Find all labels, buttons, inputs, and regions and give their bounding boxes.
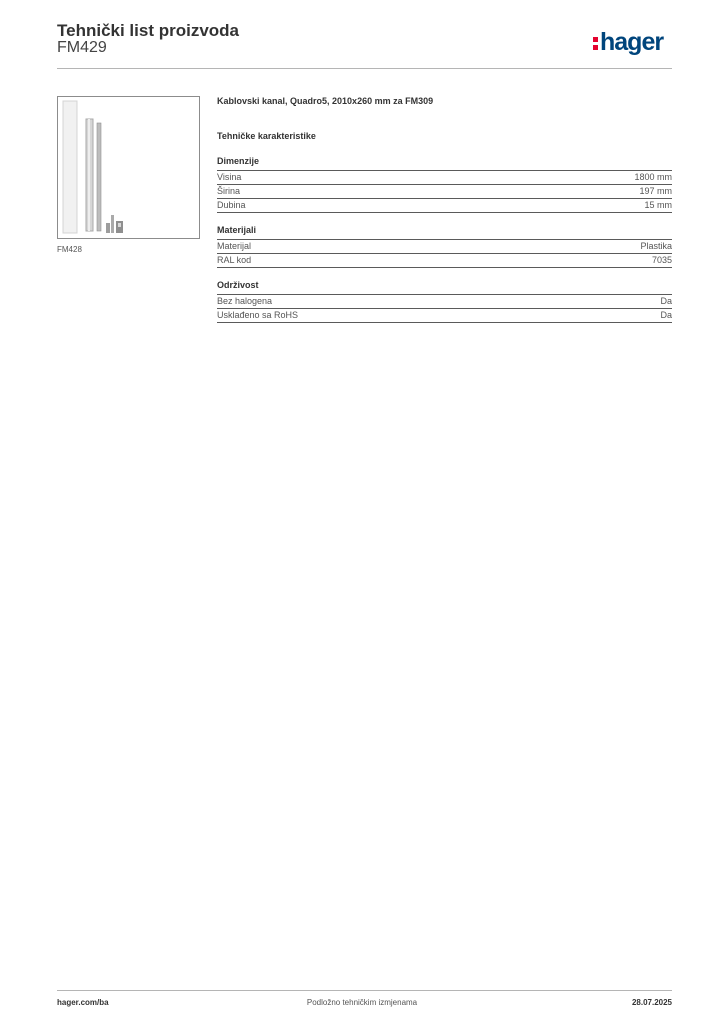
footer-date: 28.07.2025 (631, 998, 672, 1007)
website-link[interactable]: hager.com/ba (57, 998, 109, 1007)
product-details (217, 96, 672, 323)
product-description: Kablovski kanal, Quadro5, 2010x260 mm za FM309 (217, 96, 434, 106)
group-sustainability (217, 280, 672, 323)
spec-label: Bez halogena (217, 296, 273, 306)
spec-label: Dubina (217, 200, 246, 210)
header-divider (57, 68, 672, 69)
spec-value: Da (660, 310, 672, 320)
spec-label: RAL kod (217, 255, 252, 265)
spec-value: Plastika (640, 241, 672, 251)
image-caption: FM428 (57, 245, 82, 254)
footer-divider (57, 990, 672, 991)
spec-row (217, 254, 672, 268)
group-title: Održivost (217, 280, 672, 295)
spec-label: Usklađeno sa RoHS (217, 310, 299, 320)
group-title: Materijali (217, 225, 672, 240)
product-code: FM429 (57, 39, 107, 56)
spec-row (217, 199, 672, 213)
spec-value: 197 mm (639, 186, 672, 196)
spec-row (217, 295, 672, 309)
spec-label: Materijal (217, 241, 252, 251)
spec-label: Visina (217, 172, 242, 182)
spec-value: 1800 mm (634, 172, 672, 182)
logo-dots-icon (593, 34, 598, 50)
footer-notice: Podložno tehničkim izmjenama (306, 998, 418, 1007)
spec-row (217, 171, 672, 185)
spec-row (217, 309, 672, 323)
spec-row (217, 185, 672, 199)
cable-channel-illustration (58, 97, 199, 238)
spec-label: Širina (217, 186, 241, 196)
section-heading: Tehničke karakteristike (217, 131, 316, 141)
product-image (57, 96, 200, 239)
spec-value: 15 mm (644, 200, 672, 210)
spec-row (217, 240, 672, 254)
logo-text: hager (600, 28, 664, 56)
spec-value: 7035 (651, 255, 672, 265)
hager-logo (593, 30, 663, 55)
spec-value: Da (660, 296, 672, 306)
group-dimensions (217, 156, 672, 213)
document-title: Tehnički list proizvoda (57, 21, 239, 40)
group-title: Dimenzije (217, 156, 672, 171)
group-materials (217, 225, 672, 268)
